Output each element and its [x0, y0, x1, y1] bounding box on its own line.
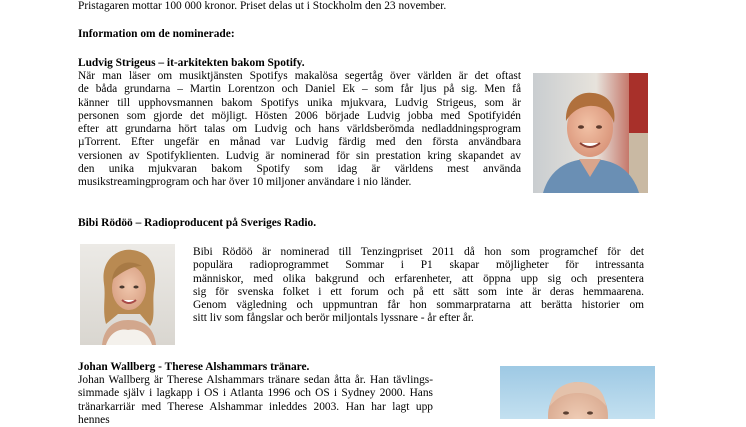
portrait-johan-wallberg: [500, 366, 655, 419]
nominee-2-heading: Bibi Rödöö – Radioproducent på Sveriges Radio.: [78, 217, 317, 229]
bio-line: Bibi Rödöö är nominerad till Tenzingpriset 2011 då hon som programchef för det: [193, 246, 644, 258]
bio-line: µTorrent. Efter ungefär en månad var Ludvig färdig med den första användbara: [78, 136, 521, 149]
bio-line: känner till upphovsmannen bakom Spotifys unika mjukvara, Ludvig Strigeus, som är: [78, 96, 521, 109]
bio-line: personen som gjorde det möjligt. Hösten 2006 började Ludvig jobba med Spotifyidén: [78, 109, 521, 122]
bio-line: När man läser om musiktjänsten Spotifys makalösa segertåg över världen är det oftast: [78, 70, 521, 82]
bio-line: den unika mjukvaran bakom Spotify som idag är världens mest använda: [78, 163, 521, 176]
bio-line: människor, med olika bakgrund och erfarenheter, att öppna upp sig och presentera: [193, 272, 644, 285]
bio-line: populära radioprogrammet Sommar i P1 skapar möjligheter för intressanta: [193, 259, 644, 272]
nominee-2-bio: [193, 246, 644, 326]
bio-line: sig för svenska folket i ett forum och på ett sätt som inte är deras hemmaarena.: [193, 285, 644, 298]
portrait-johan-image: [500, 366, 655, 419]
portrait-ludvig-image: [533, 73, 648, 193]
bio-line: sitt liv som fångslar och berör miljontals lyssnare - år efter år.: [193, 312, 474, 325]
bio-line: efter att grundarna hört talas om Ludvig och hans världsberömda nedladdningsprogram: [78, 123, 521, 136]
nominee-3-bio: [78, 374, 433, 427]
nominee-3-heading: Johan Wallberg - Therese Alshammars tränare.: [78, 361, 310, 373]
bio-line: musikstreamingprogram och har över 10 miljoner användare i nio länder.: [78, 176, 412, 189]
nominee-1-heading: Ludvig Strigeus – it-arkitekten bakom Spotify.: [78, 57, 305, 69]
bio-line: de båda grundarna – Martin Lorentzon och Daniel Ek – som får ljus på sig. Men få: [78, 83, 521, 96]
nominee-1-bio: [78, 70, 521, 190]
bio-line: versionen av Spotifyklienten. Ludvig är nominerad för sin prestation kring skapandet av: [78, 149, 521, 162]
portrait-ludvig-strigeus: [533, 73, 648, 193]
prize-info-line: Pristagaren mottar 100 000 kronor. Priset delas ut i Stockholm den 23 november.: [78, 0, 447, 12]
bio-line: Genom vägledning och uppmuntran får hon sommarpratarna att berätta historier om: [193, 299, 644, 312]
bio-line: simmade själv i lagkapp i OS i Atlanta 1996 och OS i Sydney 2000. Hans: [78, 387, 433, 400]
section-heading: Information om de nominerade:: [78, 28, 235, 40]
bio-line: tränarkarriär med Therese Alshammar inleddes 2003. Han har lagt upp hennes: [78, 400, 433, 426]
portrait-bibi-rodoo: [80, 244, 175, 345]
portrait-bibi-image: [80, 244, 175, 345]
bio-line: Johan Wallberg är Therese Alshammars tränare sedan åtta år. Han tävlings-: [78, 374, 433, 386]
